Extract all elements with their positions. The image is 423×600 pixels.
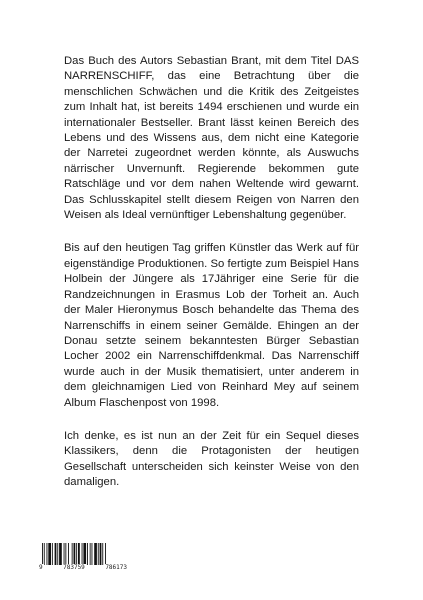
- barcode-bar: [78, 543, 80, 565]
- barcode-bar: [90, 543, 91, 565]
- barcode-group-2: 786173: [105, 564, 127, 571]
- barcode-group-1: 783759: [63, 564, 85, 571]
- barcode-bar: [105, 543, 106, 565]
- barcode-bar: [83, 543, 86, 565]
- barcode-bar: [100, 543, 102, 565]
- barcode-bar: [72, 543, 73, 565]
- barcode-bar: [87, 543, 88, 565]
- barcode-bars: [38, 543, 128, 565]
- barcode-bar: [48, 543, 51, 565]
- barcode-bar: [98, 543, 99, 565]
- barcode-bar: [76, 543, 77, 565]
- barcode-bar: [102, 543, 103, 565]
- barcode-digits: [38, 564, 128, 571]
- barcode-bar: [64, 543, 65, 565]
- barcode-bar: [42, 543, 43, 565]
- barcode-bar: [47, 543, 48, 565]
- barcode-bar: [59, 543, 62, 565]
- paragraph-intro: Das Buch des Autors Sebastian Brant, mit dem Titel DAS NARRENSCHIFF, das eine Betrachtung über die menschlichen Schwächen und die Kritik des Zeitgeistes zum Inhalt hat, ist bereits 1494 erschienen und wurde ein internationaler Bestseller. Brant lässt keinen Bereich des Lebens und des Wissens aus, dem nicht eine Kategorie der Narretei zugeordnet werden könnte, als Auswuchs närrischer Unvernunft. Regierende bekommen gute Ratschläge und vor dem nahen Weltende wird gewarnt. Das Schlusskapitel stellt diesem Reigen von Narren den Weisen als Ideal vernünftiger Lebenshaltung gegenüber.: [64, 55, 359, 222]
- barcode-bar: [68, 543, 69, 565]
- barcode-bar: [92, 543, 93, 565]
- barcode-bar: [94, 543, 97, 565]
- barcode-bar: [82, 543, 83, 565]
- barcode-bar: [74, 543, 76, 565]
- paragraph-sequel: Ich denke, es ist nun an der Zeit für ein Sequel dieses Klassikers, denn die Protagonisten der heutigen Gesellschaft unterscheiden sich keinster Weise von den damaligen.: [64, 429, 359, 489]
- barcode-bar: [52, 543, 53, 565]
- barcode-first-digit: 9: [39, 564, 43, 571]
- paragraph-artists: Bis auf den heutigen Tag griffen Künstler das Werk auf für eigenständige Produktionen. So fertigte zum Beispiel Hans Holbein der Jüngere als 17Jähriger eine Serie für die Randzeichnungen in Erasmus Lob der Torheit an. Auch der Maler Hieronymus Bosch behandelte das Thema des Narrenschiffs in einem seiner Gemälde. Ehingen an der Donau setzte seinem bekanntesten Bürger Sebastian Locher 2002 ein Narrenschiffdenkmal. Das Narrenschiff wurde auch in der Musik thematisiert, unter anderem in dem gleichnamigen Lied von Reinhard Mey auf seinem Album Flaschenpost von 1998.: [64, 242, 359, 409]
- body-text: [64, 54, 359, 509]
- barcode-bar: [55, 543, 57, 565]
- barcode-bar: [44, 543, 45, 565]
- barcode-bar: [57, 543, 58, 565]
- barcode-bar: [65, 543, 66, 565]
- isbn-barcode: [38, 543, 128, 569]
